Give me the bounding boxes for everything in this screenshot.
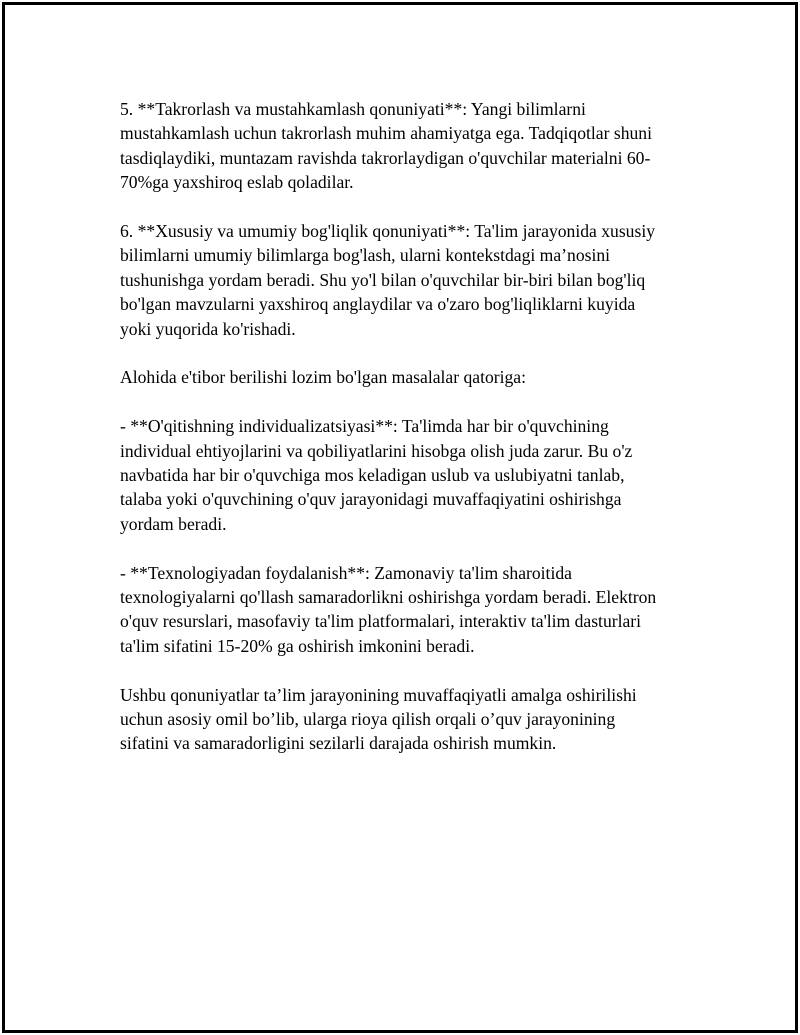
text-line: - **O'qitishning individualizatsiyasi**: Ta'limda har bir o'quvchining	[120, 416, 609, 437]
text-line: bilimlarni umumiy bilimlarga bog'lash, ularni kontekstdagi ma’nosini	[120, 245, 611, 266]
text-line: navbatida har bir o'quvchiga mos keladigan uslub va uslubiyatni tanlab,	[120, 465, 625, 486]
paragraph-xulosa	[120, 683, 685, 756]
paragraph-xususiy-umumiy	[120, 219, 685, 341]
text-line: - **Texnologiyadan foydalanish**: Zamonaviy ta'lim sharoitida	[120, 562, 572, 583]
text-line: individual ehtiyojlarini va qobiliyatlarini hisobga olish juda zarur. Bu o'z	[120, 440, 633, 461]
text-line: Alohida e'tibor berilishi lozim bo'lgan masalalar qatoriga:	[120, 367, 526, 388]
text-line: tushunishga yordam beradi. Shu yo'l bilan o'quvchilar bir-biri bilan bog'liq	[120, 269, 646, 290]
text-line: uchun asosiy omil bo’lib, ularga rioya qilish orqali o’quv jarayonining	[120, 709, 616, 730]
text-line: o'quv resurslari, masofaviy ta'lim platformalari, interaktiv ta'lim dasturlari	[120, 611, 642, 632]
text-line: yordam beradi.	[120, 513, 227, 534]
text-line: 6. **Xususiy va umumiy bog'liqlik qonuniyati**: Ta'lim jarayonida xususiy	[120, 221, 656, 242]
paragraph-alohida-etibor	[120, 365, 685, 389]
paragraph-takrorlash	[120, 97, 685, 195]
text-line: 70%ga yaxshiroq eslab qoladilar.	[120, 172, 354, 193]
text-line: bo'lgan mavzularni yaxshiroq anglaydilar va o'zaro bog'liqliklarni kuyida	[120, 294, 636, 315]
text-line: texnologiyalarni qo'llash samaradorlikni oshirishga yordam beradi. Elektron	[120, 587, 657, 608]
paragraph-texnologiya	[120, 561, 685, 659]
text-line: mustahkamlash uchun takrorlash muhim ahamiyatga ega. Tadqiqotlar shuni	[120, 123, 652, 144]
text-line: ta'lim sifatini 15-20% ga oshirish imkonini beradi.	[120, 635, 475, 656]
text-line: yoki yuqorida ko'rishadi.	[120, 318, 296, 339]
text-line: sifatini va samaradorligini sezilarli darajada oshirish mumkin.	[120, 733, 557, 754]
text-line: Ushbu qonuniyatlar ta’lim jarayonining muvaffaqiyatli amalga oshirilishi	[120, 684, 637, 705]
text-line: tasdiqlaydiki, muntazam ravishda takrorlaydigan o'quvchilar materialni 60-	[120, 147, 651, 168]
document-body	[120, 97, 685, 780]
text-line: 5. **Takrorlash va mustahkamlash qonuniyati**: Yangi bilimlarni	[120, 99, 586, 119]
paragraph-individualizatsiya	[120, 414, 685, 536]
document-page	[2, 2, 798, 1033]
text-line: talaba yoki o'quvchining o'quv jarayonidagi muvaffaqiyatini oshirishga	[120, 489, 622, 510]
